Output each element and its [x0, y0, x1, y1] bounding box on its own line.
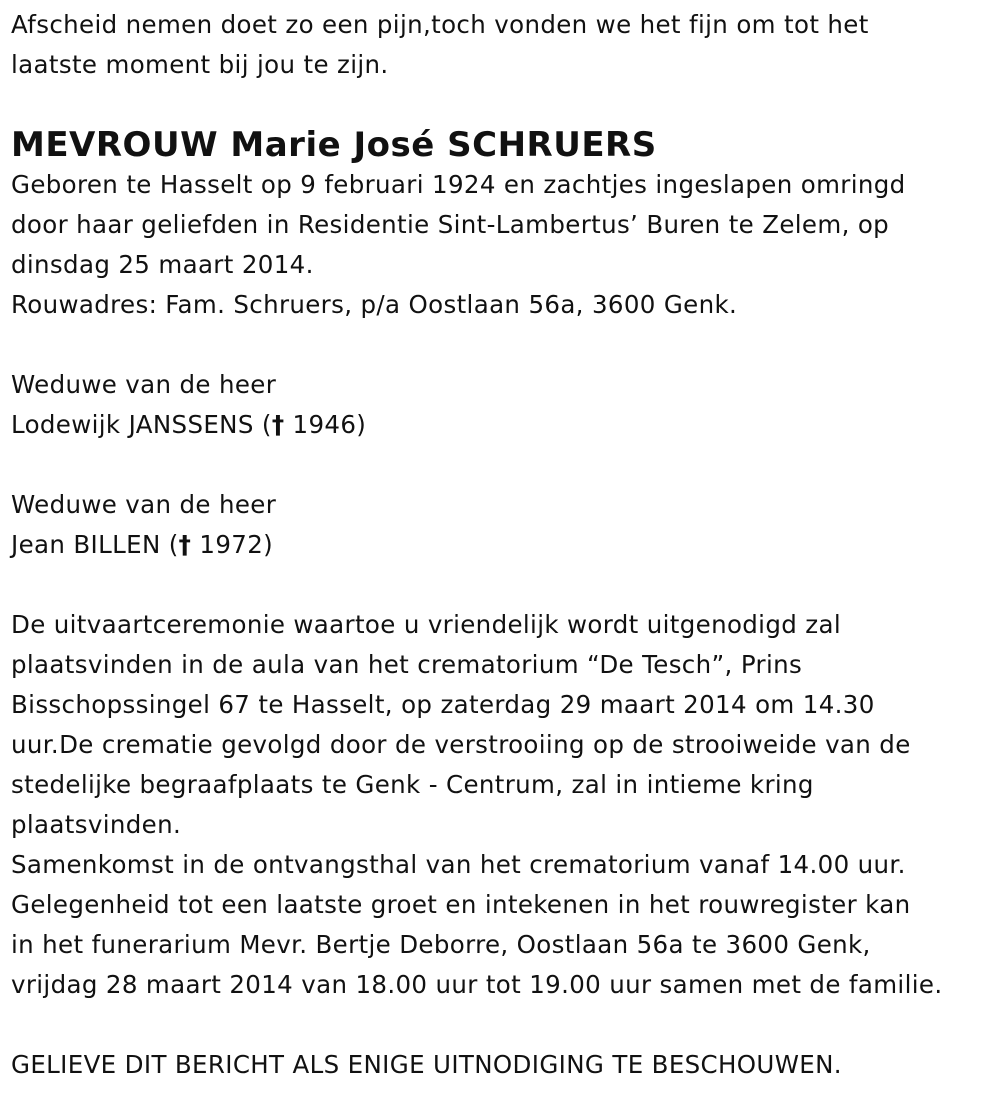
spouse-intro: Weduwe van de heer: [11, 490, 277, 519]
birth-line: door haar geliefden in Residentie Sint-Lambertus’ Buren te Zelem, op: [11, 210, 890, 239]
birth-line: dinsdag 25 maart 2014.: [11, 250, 314, 279]
spouse-block-1: [11, 365, 996, 445]
ceremony-line: plaatsvinden in de aula van het crematorium “De Tesch”, Prins: [11, 650, 803, 679]
spouse-block-2: [11, 485, 996, 565]
ceremony-line: plaatsvinden.: [11, 810, 182, 839]
birth-line: Geboren te Hasselt op 9 februari 1924 en zachtjes ingeslapen omringd: [11, 170, 906, 199]
ceremony-line: De uitvaartceremonie waartoe u vriendelijk wordt uitgenodigd zal: [11, 610, 842, 639]
condolence-line: vrijdag 28 maart 2014 van 18.00 uur tot 19.00 uur samen met de familie.: [11, 970, 943, 999]
closing-notice: GELIEVE DIT BERICHT ALS ENIGE UITNODIGING TE BESCHOUWEN.: [11, 1050, 842, 1079]
spouse-name-line: [11, 525, 996, 565]
intro-line: Afscheid nemen doet zo een pijn,toch vonden we het fijn om tot het: [11, 10, 869, 39]
cross-icon: †: [271, 410, 285, 439]
spacer: [11, 325, 996, 365]
ceremony-line: stedelijke begraafplaats te Genk - Centrum, zal in intieme kring: [11, 770, 814, 799]
cross-icon: †: [178, 530, 192, 559]
ceremony-line: Bisschopssingel 67 te Hasselt, op zaterdag 29 maart 2014 om 14.30: [11, 690, 875, 719]
spouse-name: Lodewijk JANSSENS (: [11, 410, 272, 439]
obituary-notice: [11, 5, 996, 1085]
intro-verse: [11, 5, 996, 85]
deceased-name: MEVROUW Marie José SCHRUERS: [11, 125, 657, 165]
spacer: [11, 565, 996, 605]
gathering-info: Samenkomst in de ontvangsthal van het crematorium vanaf 14.00 uur.: [11, 850, 906, 879]
spouse-death-year: 1946): [284, 410, 367, 439]
intro-line: laatste moment bij jou te zijn.: [11, 50, 389, 79]
spouse-name: Jean BILLEN (: [11, 530, 179, 559]
spacer: [11, 1005, 996, 1045]
spacer: [11, 445, 996, 485]
condolence-details: [11, 885, 996, 1005]
ceremony-line: uur.De crematie gevolgd door de verstrooiing op de strooiweide van de: [11, 730, 911, 759]
mourning-address: Rouwadres: Fam. Schruers, p/a Oostlaan 56a, 3600 Genk.: [11, 290, 738, 319]
spouse-name-line: [11, 405, 996, 445]
condolence-line: Gelegenheid tot een laatste groet en intekenen in het rouwregister kan: [11, 890, 911, 919]
spouse-death-year: 1972): [191, 530, 274, 559]
spouse-intro: Weduwe van de heer: [11, 370, 277, 399]
ceremony-details: [11, 605, 996, 845]
condolence-line: in het funerarium Mevr. Bertje Deborre, Oostlaan 56a te 3600 Genk,: [11, 930, 871, 959]
birth-and-death-details: [11, 165, 996, 285]
